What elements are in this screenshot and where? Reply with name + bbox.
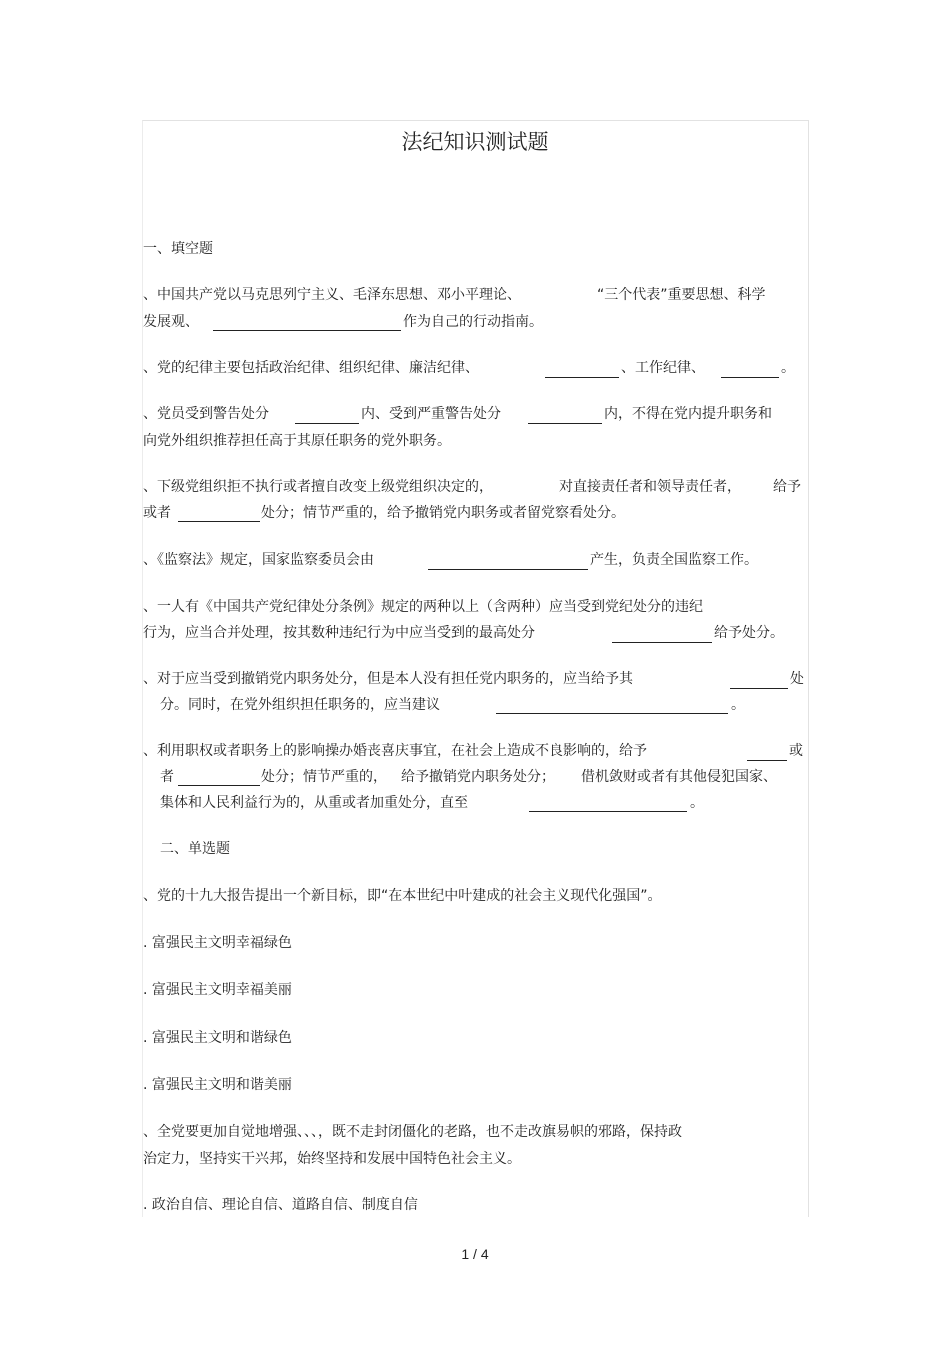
fill-q8-text: 给予撤销党内职务处分； — [401, 769, 555, 785]
fill-q2-text: 、党的纪律主要包括政治纪律、组织纪律、廉洁纪律、 — [143, 360, 479, 376]
fill-q4-text: 给予 — [773, 479, 801, 495]
fill-q3-text: 内，不得在党内提升职务和 — [604, 406, 772, 422]
fill-blank[interactable] — [747, 760, 787, 761]
fill-q4-text: 或者 — [143, 505, 171, 521]
fill-blank[interactable] — [612, 642, 712, 643]
fill-blank[interactable] — [496, 713, 728, 714]
section-heading-choice: 二、单选题 — [160, 841, 230, 857]
fill-q8-text: 处分；情节严重的， — [261, 769, 387, 785]
section-heading-fill: 一、填空题 — [143, 241, 213, 257]
fill-q2-text: 。 — [781, 360, 795, 376]
fill-q3-text: 向党外组织推荐担任高于其原任职务的党外职务。 — [143, 433, 451, 449]
choice-option[interactable]: . 政治自信、理论自信、道路自信、制度自信 — [143, 1197, 418, 1213]
fill-q7-text: 处 — [790, 671, 804, 687]
fill-blank[interactable] — [178, 521, 260, 522]
fill-q1-text: 、中国共产党以马克思列宁主义、毛泽东思想、邓小平理论、 — [143, 287, 521, 303]
choice-q1-stem: 、党的十九大报告提出一个新目标，即“在本世纪中叶建成的社会主义现代化强国”。 — [143, 888, 662, 904]
fill-q7-text: 。 — [731, 697, 745, 713]
choice-option[interactable]: . 富强民主文明和谐绿色 — [143, 1030, 292, 1046]
fill-q8-text: 者 — [160, 769, 174, 785]
fill-q3-text: 内、受到严重警告处分 — [361, 406, 501, 422]
fill-q7-text: 分。同时，在党外组织担任职务的，应当建议 — [160, 697, 440, 713]
fill-q1-text: 作为自己的行动指南。 — [403, 314, 543, 330]
fill-q6-text: 、一人有《中国共产党纪律处分条例》规定的两种以上（含两种）应当受到党纪处分的违纪 — [143, 599, 703, 615]
fill-q3-text: 、党员受到警告处分 — [143, 406, 269, 422]
fill-q5-text: 、《监察法》规定，国家监察委员会由 — [143, 552, 374, 568]
fill-q8-text: 或 — [789, 743, 803, 759]
fill-blank[interactable] — [428, 569, 588, 570]
fill-blank[interactable] — [178, 785, 260, 786]
fill-q7-text: 、对于应当受到撤销党内职务处分，但是本人没有担任党内职务的，应当给予其 — [143, 671, 633, 687]
fill-q8-text: 、利用职权或者职务上的影响操办婚丧喜庆事宜，在社会上造成不良影响的，给予 — [143, 743, 647, 759]
fill-blank[interactable] — [730, 688, 788, 689]
fill-blank[interactable] — [545, 377, 619, 378]
fill-q4-text: 对直接责任者和领导责任者， — [559, 479, 741, 495]
page-indicator: 1 / 4 — [461, 1246, 489, 1262]
fill-q1-text: “三个代表”重要思想、科学 — [597, 287, 766, 303]
fill-blank[interactable] — [721, 377, 779, 378]
choice-q2-stem: 治定力，坚持实干兴邦，始终坚持和发展中国特色社会主义。 — [143, 1151, 521, 1167]
choice-option[interactable]: . 富强民主文明幸福美丽 — [143, 982, 292, 998]
fill-q5-text: 产生，负责全国监察工作。 — [590, 552, 758, 568]
fill-q4-text: 处分；情节严重的，给予撤销党内职务或者留党察看处分。 — [261, 505, 625, 521]
fill-blank[interactable] — [529, 811, 687, 812]
fill-blank[interactable] — [528, 423, 602, 424]
fill-q6-text: 行为，应当合并处理，按其数种违纪行为中应当受到的最高处分 — [143, 625, 535, 641]
fill-blank[interactable] — [213, 330, 401, 331]
fill-q8-text: 。 — [690, 795, 704, 811]
fill-blank[interactable] — [295, 423, 359, 424]
choice-q2-stem: 、全党要更加自觉地增强、、、，既不走封闭僵化的老路，也不走改旗易帜的邪路，保持政 — [143, 1124, 682, 1140]
fill-q4-text: 、下级党组织拒不执行或者擅自改变上级党组织决定的， — [143, 479, 493, 495]
fill-q6-text: 给予处分。 — [714, 625, 784, 641]
choice-option[interactable]: . 富强民主文明幸福绿色 — [143, 935, 292, 951]
fill-q2-text: 、工作纪律、 — [621, 360, 705, 376]
choice-option[interactable]: . 富强民主文明和谐美丽 — [143, 1077, 292, 1093]
fill-q8-text: 集体和人民利益行为的，从重或者加重处分，直至 — [160, 795, 468, 811]
fill-q8-text: 借机敛财或者有其他侵犯国家、 — [581, 769, 777, 785]
page-title: 法纪知识测试题 — [401, 130, 549, 154]
fill-q1-text: 发展观、 — [143, 314, 199, 330]
